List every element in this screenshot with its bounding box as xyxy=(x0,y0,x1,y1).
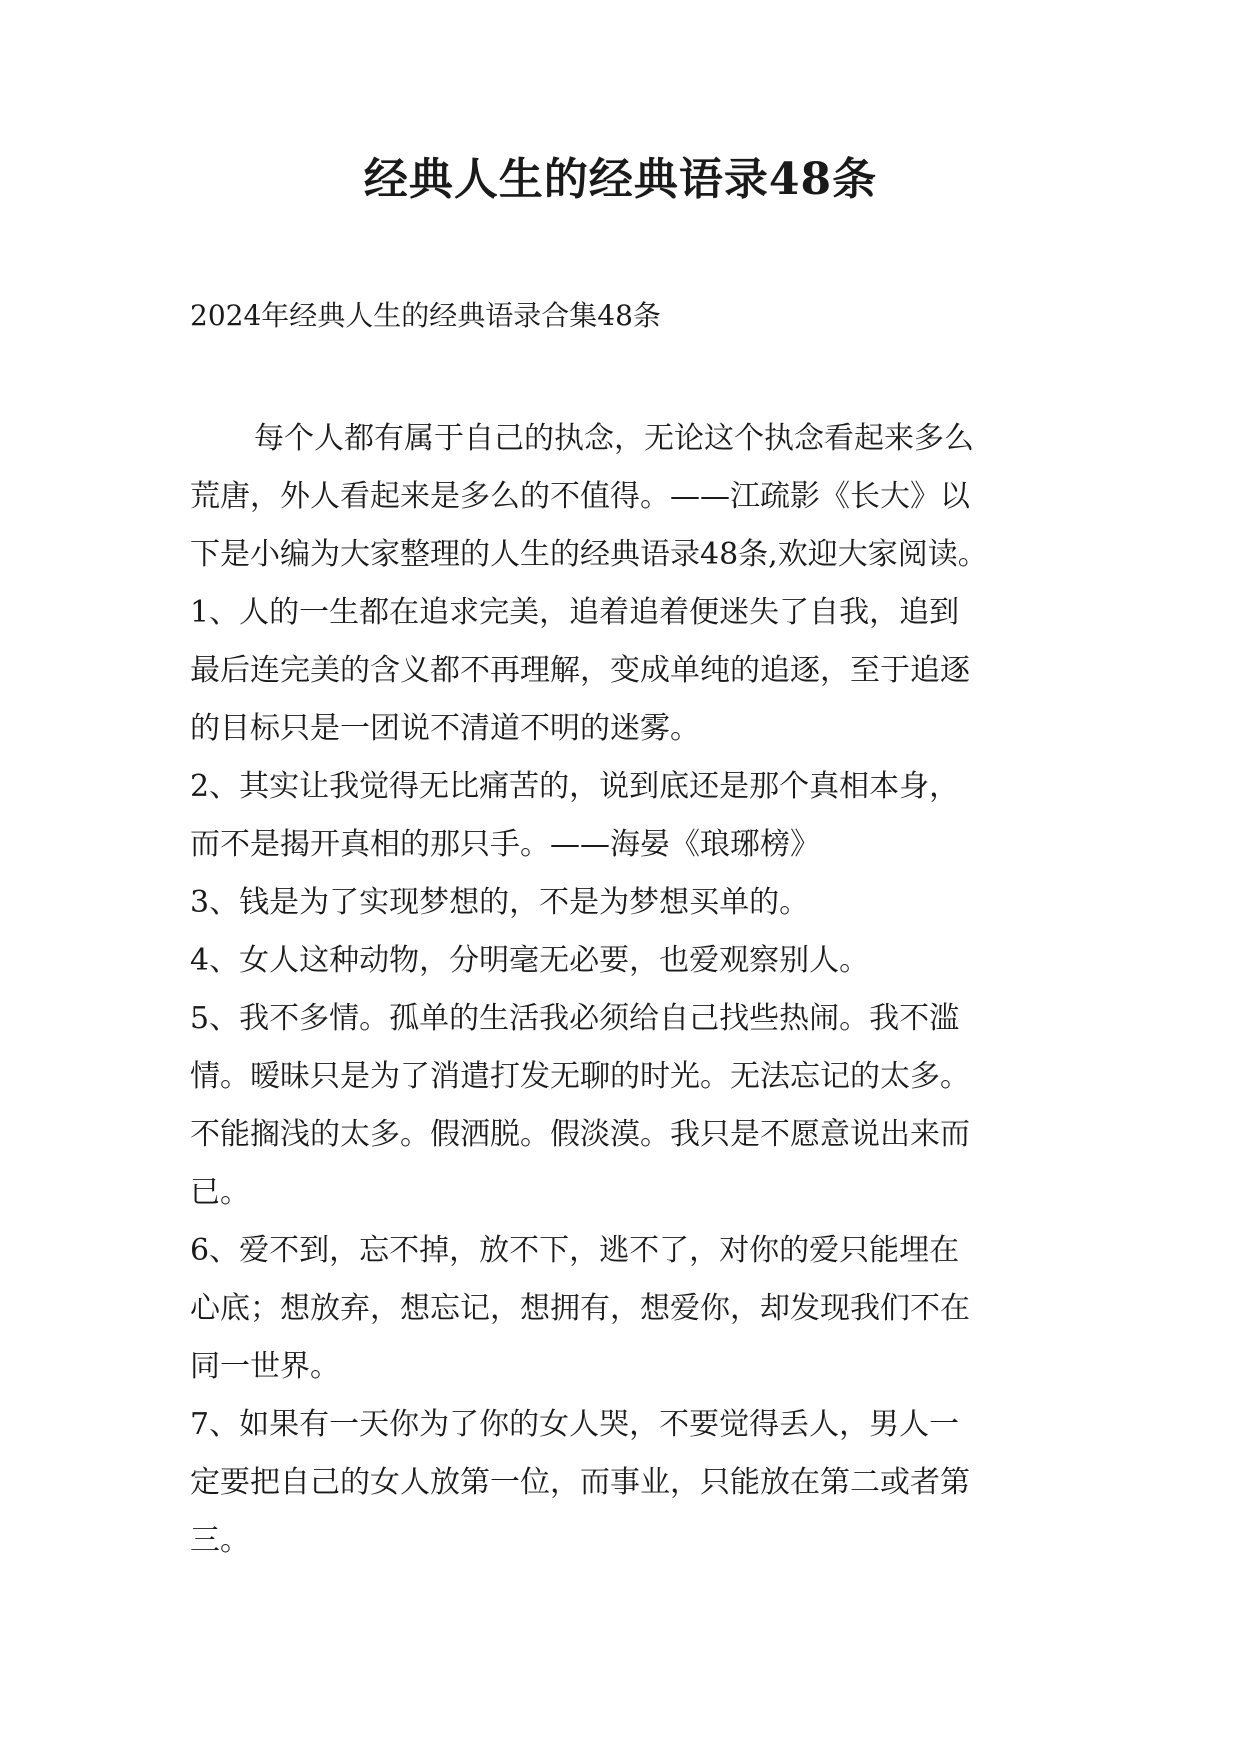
page-title: 经典人生的经典语录48条 xyxy=(363,154,878,205)
body-line: 定要把自己的女人放第一位，而事业，只能放在第二或者第 xyxy=(190,1465,970,1500)
body-line: 心底；想放弃，想忘记，想拥有，想爱你，却发现我们不在 xyxy=(190,1291,970,1326)
document-body xyxy=(190,410,1090,1570)
body-line: 已。 xyxy=(190,1175,250,1210)
body-line: 4、女人这种动物，分明毫无必要，也爱观察别人。 xyxy=(190,943,870,978)
body-line: 而不是揭开真相的那只手。——海晏《琅琊榜》 xyxy=(190,827,820,862)
body-line: 7、如果有一天你为了你的女人哭，不要觉得丢人，男人一 xyxy=(190,1407,960,1442)
document-subtitle: 2024年经典人生的经典语录合集48条 xyxy=(190,299,661,332)
body-line: 6、爱不到，忘不掉，放不下，逃不了，对你的爱只能埋在 xyxy=(190,1233,960,1268)
body-line: 每个人都有属于自己的执念，无论这个执念看起来多么 xyxy=(254,421,974,456)
body-line: 同一世界。 xyxy=(190,1349,340,1384)
body-line: 不能搁浅的太多。假洒脱。假淡漠。我只是不愿意说出来而 xyxy=(190,1117,970,1152)
body-line: 2、其实让我觉得无比痛苦的，说到底还是那个真相本身， xyxy=(190,769,960,804)
body-line: 3、钱是为了实现梦想的，不是为梦想买单的。 xyxy=(190,885,810,920)
body-line: 最后连完美的含义都不再理解，变成单纯的追逐，至于追逐 xyxy=(190,653,970,688)
body-line: 1、人的一生都在追求完美，追着追着便迷失了自我，追到 xyxy=(190,595,960,630)
body-line: 下是小编为大家整理的人生的经典语录48条,欢迎大家阅读。 xyxy=(190,537,988,572)
body-line: 5、我不多情。孤单的生活我必须给自己找些热闹。我不滥 xyxy=(190,1001,960,1036)
body-line: 情。暧昧只是为了消遣打发无聊的时光。无法忘记的太多。 xyxy=(190,1059,970,1094)
body-line: 的目标只是一团说不清道不明的迷雾。 xyxy=(190,711,700,746)
body-line: 三。 xyxy=(190,1523,250,1558)
body-line: 荒唐，外人看起来是多么的不值得。——江疏影《长大》以 xyxy=(190,479,970,514)
